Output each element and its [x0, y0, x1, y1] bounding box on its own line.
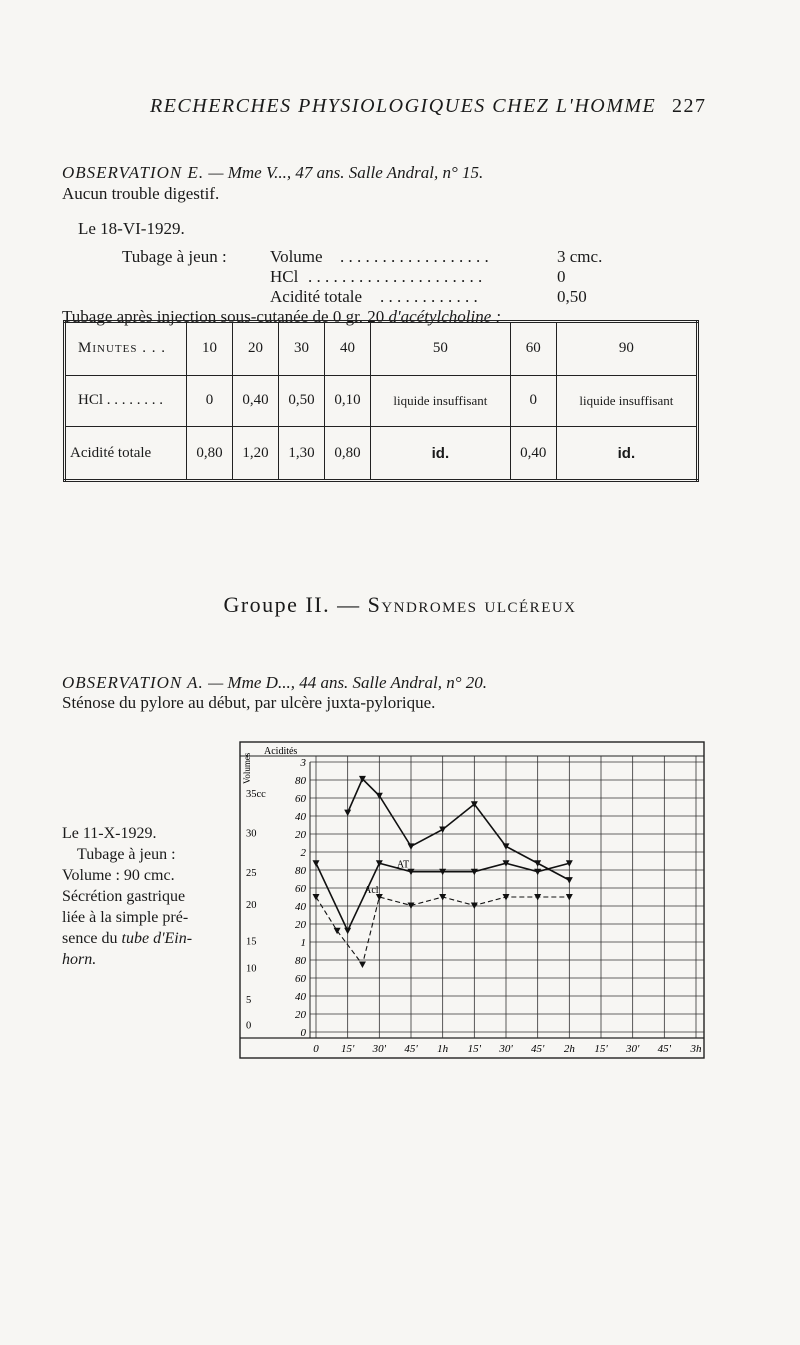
table-cell: 40 [325, 322, 371, 376]
table-cell: 50 [371, 322, 511, 376]
table-cell: liquide insuffisant [556, 375, 697, 426]
chart-x-tick-label: 2h [563, 1043, 575, 1055]
fasting-acid-label: Acidité totale [270, 287, 363, 306]
table-cell: 10 [187, 322, 233, 376]
chart-x-tick-label: 45' [657, 1043, 672, 1055]
fasting-volume-label: Volume [270, 247, 323, 266]
chart-x-tick-label: 0 [313, 1043, 319, 1055]
chart-point [566, 894, 573, 901]
chart-y-volume-label: 30 [246, 828, 257, 840]
table-cell: liquide insuffisant [371, 375, 511, 426]
group-heading [0, 592, 800, 618]
table-cell: 1,20 [233, 427, 279, 481]
chart-y-acid-label: 40 [295, 901, 306, 913]
table-cell: 0,10 [325, 375, 371, 426]
obs-a-title [62, 672, 487, 694]
leader-dots: . . . . . . . . . . . . . . . . . . [340, 247, 489, 266]
fasting-acid-value: 0,50 [557, 287, 587, 306]
chart-point [344, 810, 351, 817]
chart-y-acid-label: 80 [295, 955, 306, 967]
acidity-chart [238, 740, 706, 1060]
chart-header-volumes: Volumes [242, 752, 252, 784]
table-cell: 0,50 [279, 375, 325, 426]
table-cell: 90 [556, 322, 697, 376]
side-line: Volume : 90 cmc. [62, 867, 175, 884]
chart-y-acid-label: 60 [295, 883, 306, 895]
chart-y-acid-label: 60 [295, 793, 306, 805]
side-line: Sécrétion gastrique [62, 888, 186, 905]
chart-x-tick-label: 15' [594, 1043, 608, 1055]
chart-x-tick-label: 1h [437, 1043, 449, 1055]
obs-e-date: Le 18-VI-1929. [78, 219, 185, 238]
side-line: Le 11-X-1929. [62, 825, 157, 842]
chart-x-tick-label: 30' [625, 1043, 640, 1055]
table-row [65, 322, 698, 376]
fasting-hcl-label: HCl [270, 267, 299, 286]
drug-name: d'acétylcholine : [388, 307, 502, 326]
table-cell: Minutes . . . [65, 322, 187, 376]
leader-dots: . . . . . . . . . . . . . . . . . . . . . [308, 267, 483, 286]
chart-y-acid-label: 2 [300, 847, 306, 859]
table-cell: 60 [510, 322, 556, 376]
chart-point [408, 843, 415, 850]
table-cell: 0,80 [325, 427, 371, 481]
obs-a-side-note [62, 823, 237, 970]
chart-header-acidites: Acidités [264, 746, 298, 757]
chart-y-volume-label: 35cc [246, 788, 266, 800]
chart-y-acid-label: 0 [300, 1027, 306, 1039]
table-cell: Acidité totale [65, 427, 187, 481]
table-cell: 0,40 [233, 375, 279, 426]
table-cell: 20 [233, 322, 279, 376]
chart-y-volume-label: 25 [246, 868, 257, 880]
chart-y-acid-label: 40 [295, 991, 306, 1003]
table-cell: 0,80 [187, 427, 233, 481]
side-line [62, 928, 237, 949]
chart-y-acid-label: 60 [295, 973, 306, 985]
obs-e-line2: Aucun trouble digestif. [62, 184, 220, 203]
chart-x-labels [313, 1043, 702, 1055]
table-cell: 0 [187, 375, 233, 426]
chart-x-tick-label: 15' [467, 1043, 482, 1055]
page-number: 227 [672, 95, 707, 117]
fasting-hcl-value: 0 [557, 267, 566, 286]
chart-y-acid-label: 20 [295, 1009, 306, 1021]
obs-a-title-rest: — Mme D..., 44 ans. Salle Andral, n° 20. [203, 673, 488, 692]
chart-y-volume-label: 0 [246, 1020, 252, 1032]
chart-series-label: Acl [364, 885, 379, 896]
table-cell: id. [371, 427, 511, 481]
after-text: Tubage après injection sous-cutanée de 0 gr. 20 [62, 307, 389, 326]
group-title-a: Groupe II. [223, 592, 331, 617]
chart-y-acid-label: 80 [295, 775, 306, 787]
chart-y-acid-label: 3 [300, 757, 306, 769]
chart-point [344, 928, 351, 935]
table-row [65, 427, 698, 481]
fasting-label: Tubage à jeun : [122, 247, 227, 266]
obs-a-title-main: OBSERVATION A. [62, 673, 204, 692]
chart-point [534, 869, 541, 876]
chart-x-tick-label: 30' [372, 1043, 387, 1055]
group-title-b: — Syndromes ulcéreux [330, 592, 577, 617]
running-title: RECHERCHES PHYSIOLOGIQUES CHEZ L'HOMME [150, 95, 657, 117]
obs-a-line2: Sténose du pylore au début, par ulcère juxta-pylorique. [62, 693, 436, 712]
side-line: liée à la simple pré- [62, 909, 189, 926]
chart-x-tick-label: 15' [340, 1043, 355, 1055]
obs-e-title-main: OBSERVATION E. [62, 163, 205, 182]
chart-point [313, 860, 320, 867]
chart-point [534, 860, 541, 867]
chart-y-volume-label: 5 [246, 995, 252, 1007]
table-cell: HCl . . . . . . . . [65, 375, 187, 426]
fasting-volume-value: 3 cmc. [557, 247, 603, 266]
chart-x-tick-label: 3h [690, 1043, 702, 1055]
table-cell: 0 [510, 375, 556, 426]
table-cell: 0,40 [510, 427, 556, 481]
chart-x-tick-label: 30' [499, 1043, 513, 1055]
side-line-part: sence du [62, 930, 122, 947]
chart-y-volume-label: 10 [246, 963, 257, 975]
chart-y-acid-label: 20 [295, 919, 306, 931]
obs-e-title [62, 162, 483, 184]
leader-dots: . . . . . . . . . . . . [380, 287, 478, 306]
chart-x-tick-label: 45' [404, 1043, 418, 1055]
obs-e-title-rest: — Mme V..., 47 ans. Salle Andral, n° 15. [204, 163, 484, 182]
chart-y-acid-label: 80 [295, 865, 306, 877]
table-cell: id. [556, 427, 697, 481]
table-row [65, 375, 698, 426]
table-cell: 1,30 [279, 427, 325, 481]
chart-y-acid-label: 40 [295, 811, 306, 823]
side-line-italic: tube d'Ein- [121, 930, 193, 947]
table-cell: 30 [279, 322, 325, 376]
chart-y-acid-label: 20 [295, 829, 306, 841]
chart-y-acid-label: 1 [300, 937, 306, 949]
chart-point [439, 827, 446, 834]
side-line: Tubage à jeun : [77, 846, 176, 863]
chart-y-labels [246, 757, 307, 1039]
chart-x-tick-label: 45' [530, 1043, 545, 1055]
results-table [63, 320, 699, 482]
chart-y-volume-label: 15 [246, 936, 257, 948]
side-line: horn. [62, 951, 97, 968]
chart-y-volume-label: 20 [246, 899, 257, 911]
chart-point [313, 894, 320, 901]
chart-point [566, 877, 573, 884]
chart-point [503, 843, 510, 850]
chart-grid [240, 742, 704, 1058]
chart-series-label: AT [396, 859, 410, 871]
chart-point [359, 962, 366, 969]
